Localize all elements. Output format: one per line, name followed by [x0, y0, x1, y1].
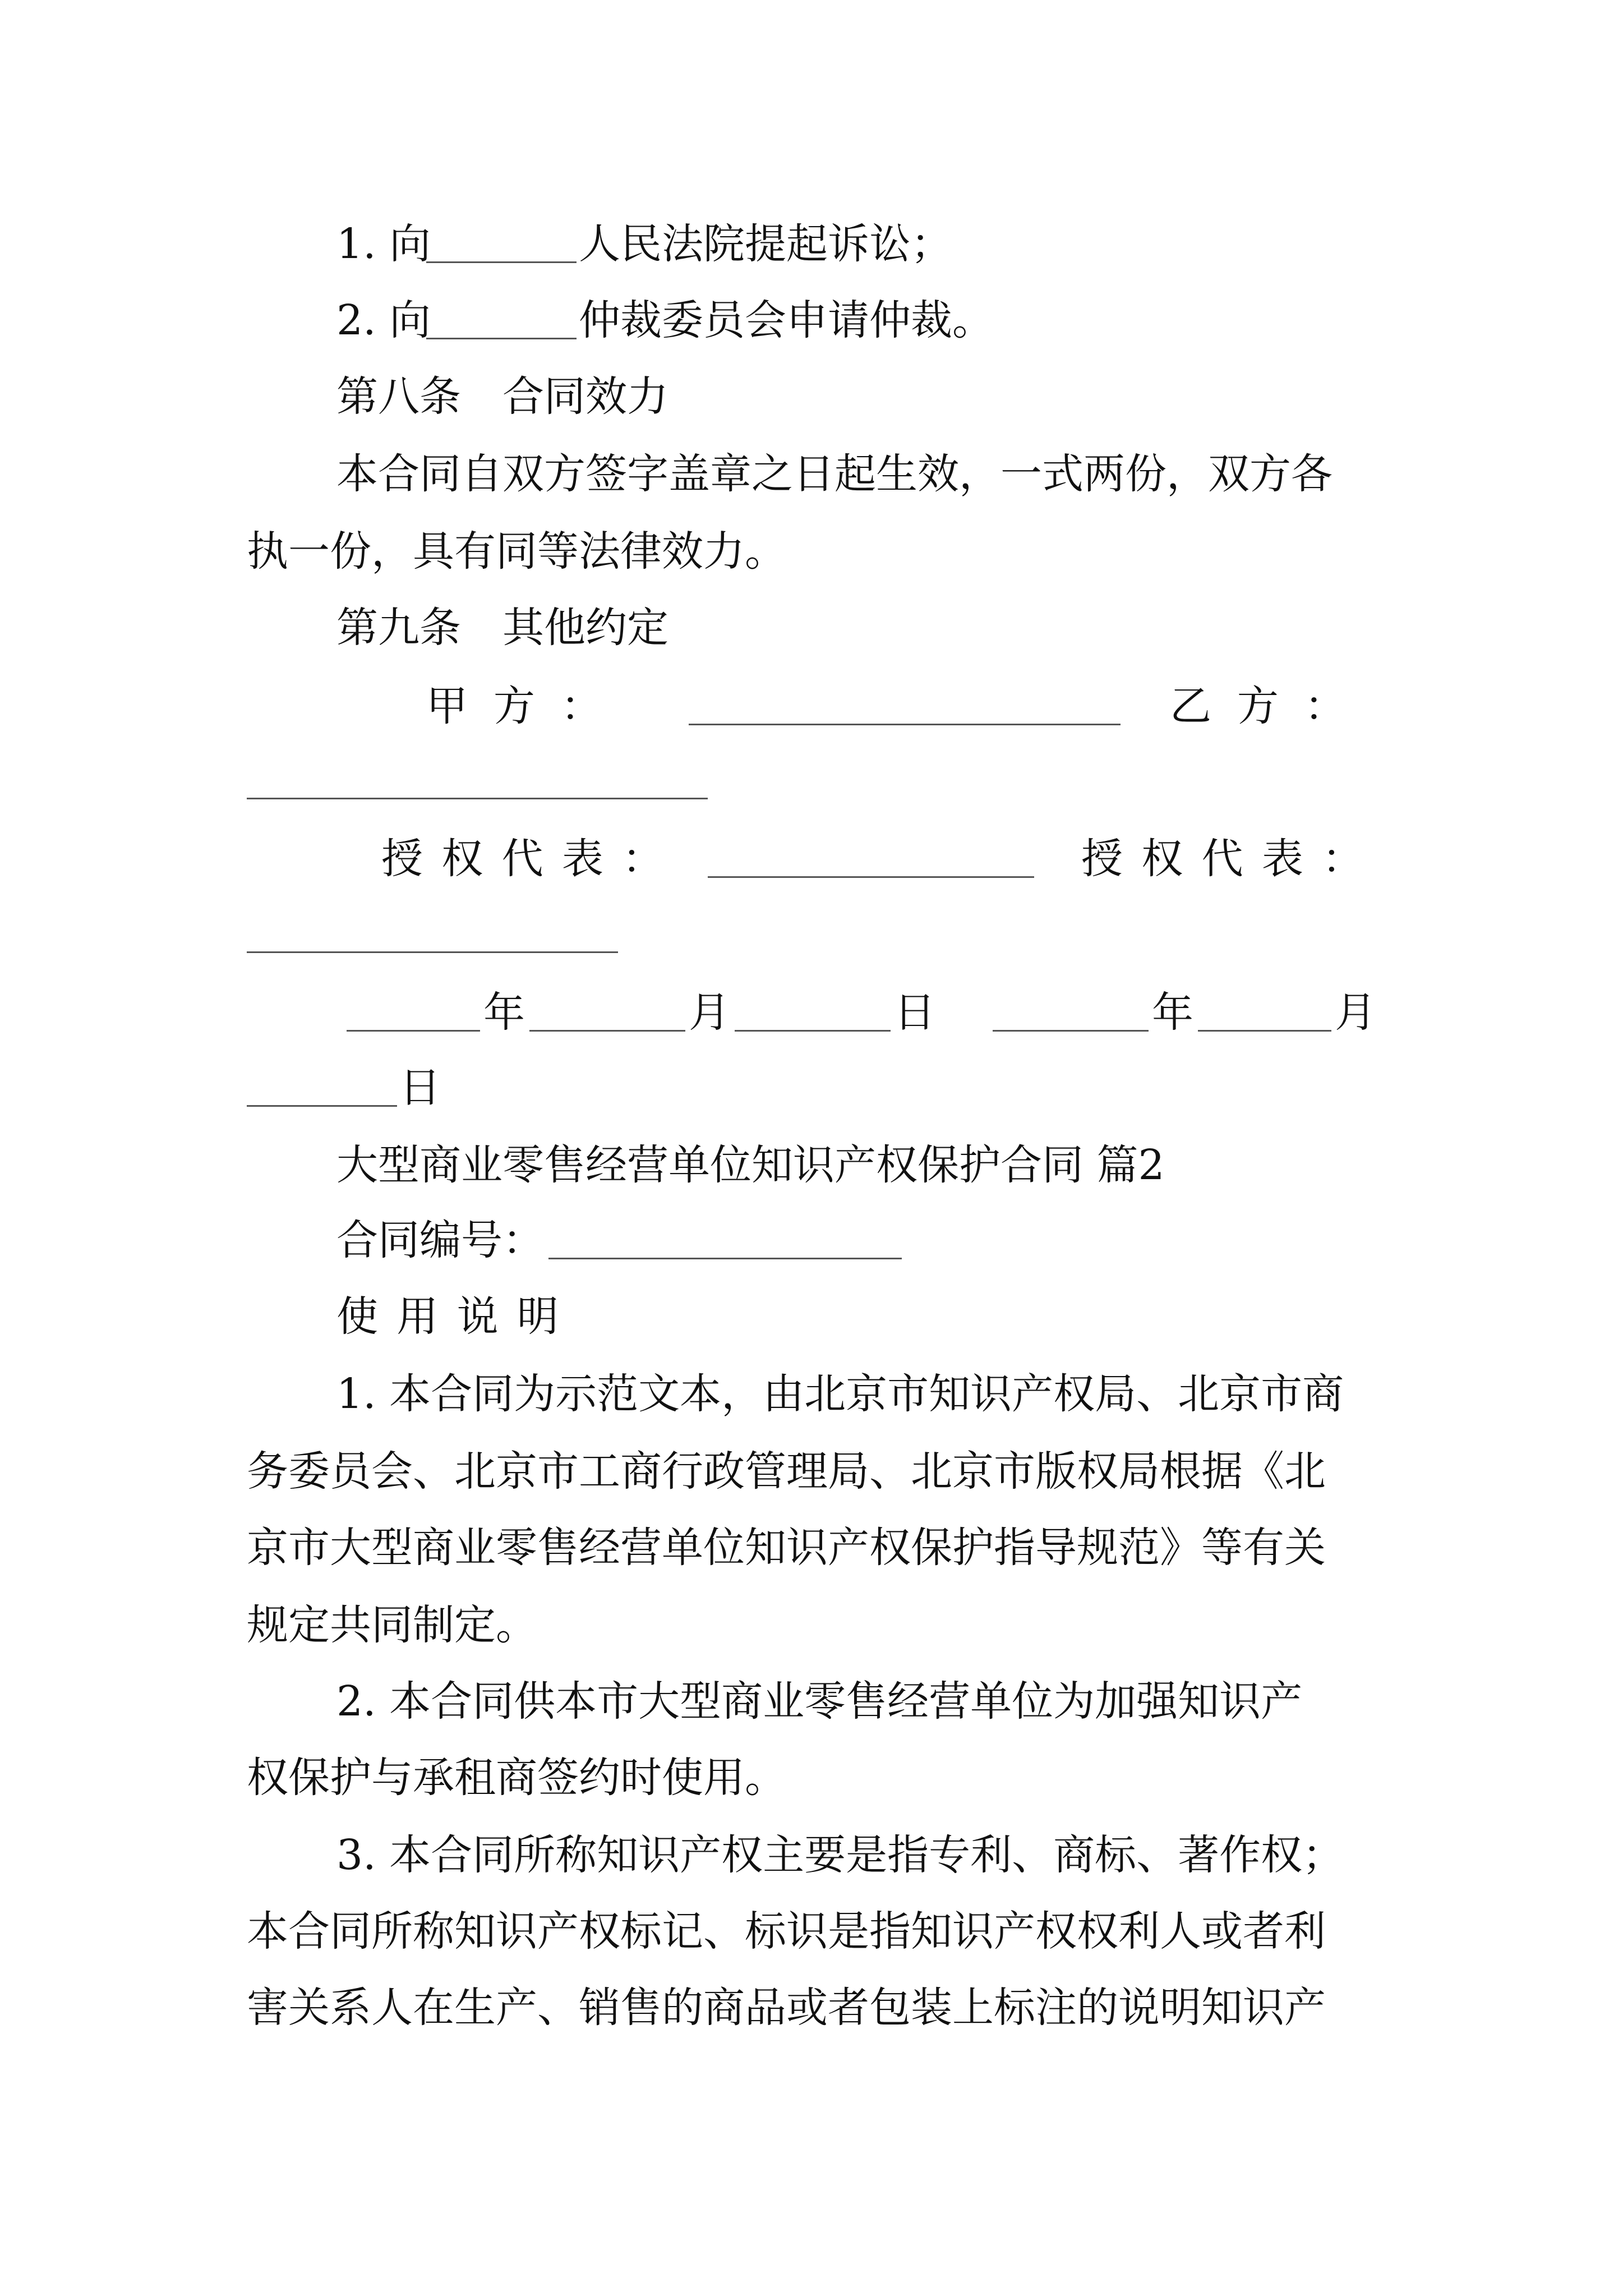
instruction-3-line-1: 3. 本合同所称知识产权主要是指专利、商标、著作权； — [336, 1831, 1344, 1879]
instructions-heading: 使用说明 — [336, 1292, 578, 1341]
date-a-year-blank — [347, 1030, 480, 1032]
instruction-3-line-3: 害关系人在生产、销售的商品或者包装上标注的说明知识产 — [247, 1984, 1326, 2032]
date-a-day-label: 日 — [894, 988, 935, 1037]
party-a-label: 甲方： — [426, 682, 628, 730]
party-a-blank — [689, 724, 1121, 725]
dispute-item-2-suffix: 仲裁委员会申请仲裁。 — [579, 296, 994, 344]
article-9-heading: 第九条 其他约定 — [336, 604, 668, 652]
dispute-item-1 — [336, 220, 431, 268]
date-a-year-label: 年 — [483, 988, 525, 1037]
party-b-label: 乙方： — [1170, 682, 1372, 730]
date-b-month-blank — [1198, 1030, 1331, 1032]
date-a-month-blank — [529, 1030, 685, 1032]
contract-number-blank — [548, 1258, 902, 1259]
date-b-day-blank — [247, 1105, 397, 1107]
instruction-1-line-3: 京市大型商业零售经营单位知识产权保护指导规范》等有关 — [247, 1524, 1326, 1572]
contract-number-label: 合同编号： — [336, 1216, 544, 1264]
rep-b-blank — [247, 951, 618, 953]
date-b-year-blank — [993, 1030, 1149, 1032]
instruction-1-line-4: 规定共同制定。 — [247, 1601, 537, 1649]
date-a-month-label: 月 — [689, 988, 730, 1037]
article-8-text-line-1: 本合同自双方签字盖章之日起生效，一式两份，双方各 — [336, 450, 1332, 498]
instruction-1-line-2: 务委员会、北京市工商行政管理局、北京市版权局根据《北 — [247, 1447, 1326, 1496]
rep-a-blank — [708, 876, 1034, 878]
court-name-blank — [426, 261, 577, 263]
rep-b-label: 授权代表： — [1081, 835, 1382, 883]
arbitration-name-blank — [426, 338, 577, 339]
instruction-2-line-2: 权保护与承租商签约时使用。 — [247, 1754, 786, 1802]
party-b-blank — [247, 798, 708, 799]
date-a-day-blank — [735, 1030, 891, 1032]
rep-a-label: 授权代表： — [381, 835, 683, 883]
dispute-item-2-prefix: 2. 向 — [336, 296, 431, 344]
date-b-day-label: 日 — [399, 1064, 441, 1112]
dispute-item-1-prefix: 1. 向 — [336, 220, 431, 268]
date-b-month-label: 月 — [1335, 988, 1376, 1037]
date-b-year-label: 年 — [1152, 988, 1193, 1037]
article-8-text-line-2: 执一份，具有同等法律效力。 — [247, 527, 786, 576]
section-2-title: 大型商业零售经营单位知识产权保护合同 篇2 — [336, 1141, 1165, 1189]
dispute-item-1-suffix: 人民法院提起诉讼； — [579, 220, 952, 268]
instruction-3-line-2: 本合同所称知识产权标记、标识是指知识产权权利人或者利 — [247, 1907, 1326, 1955]
article-8-heading: 第八条 合同效力 — [336, 372, 668, 421]
instruction-1-line-1: 1. 本合同为示范文本，由北京市知识产权局、北京市商 — [336, 1370, 1344, 1418]
instruction-2-line-1: 2. 本合同供本市大型商业零售经营单位为加强知识产 — [336, 1677, 1303, 1726]
